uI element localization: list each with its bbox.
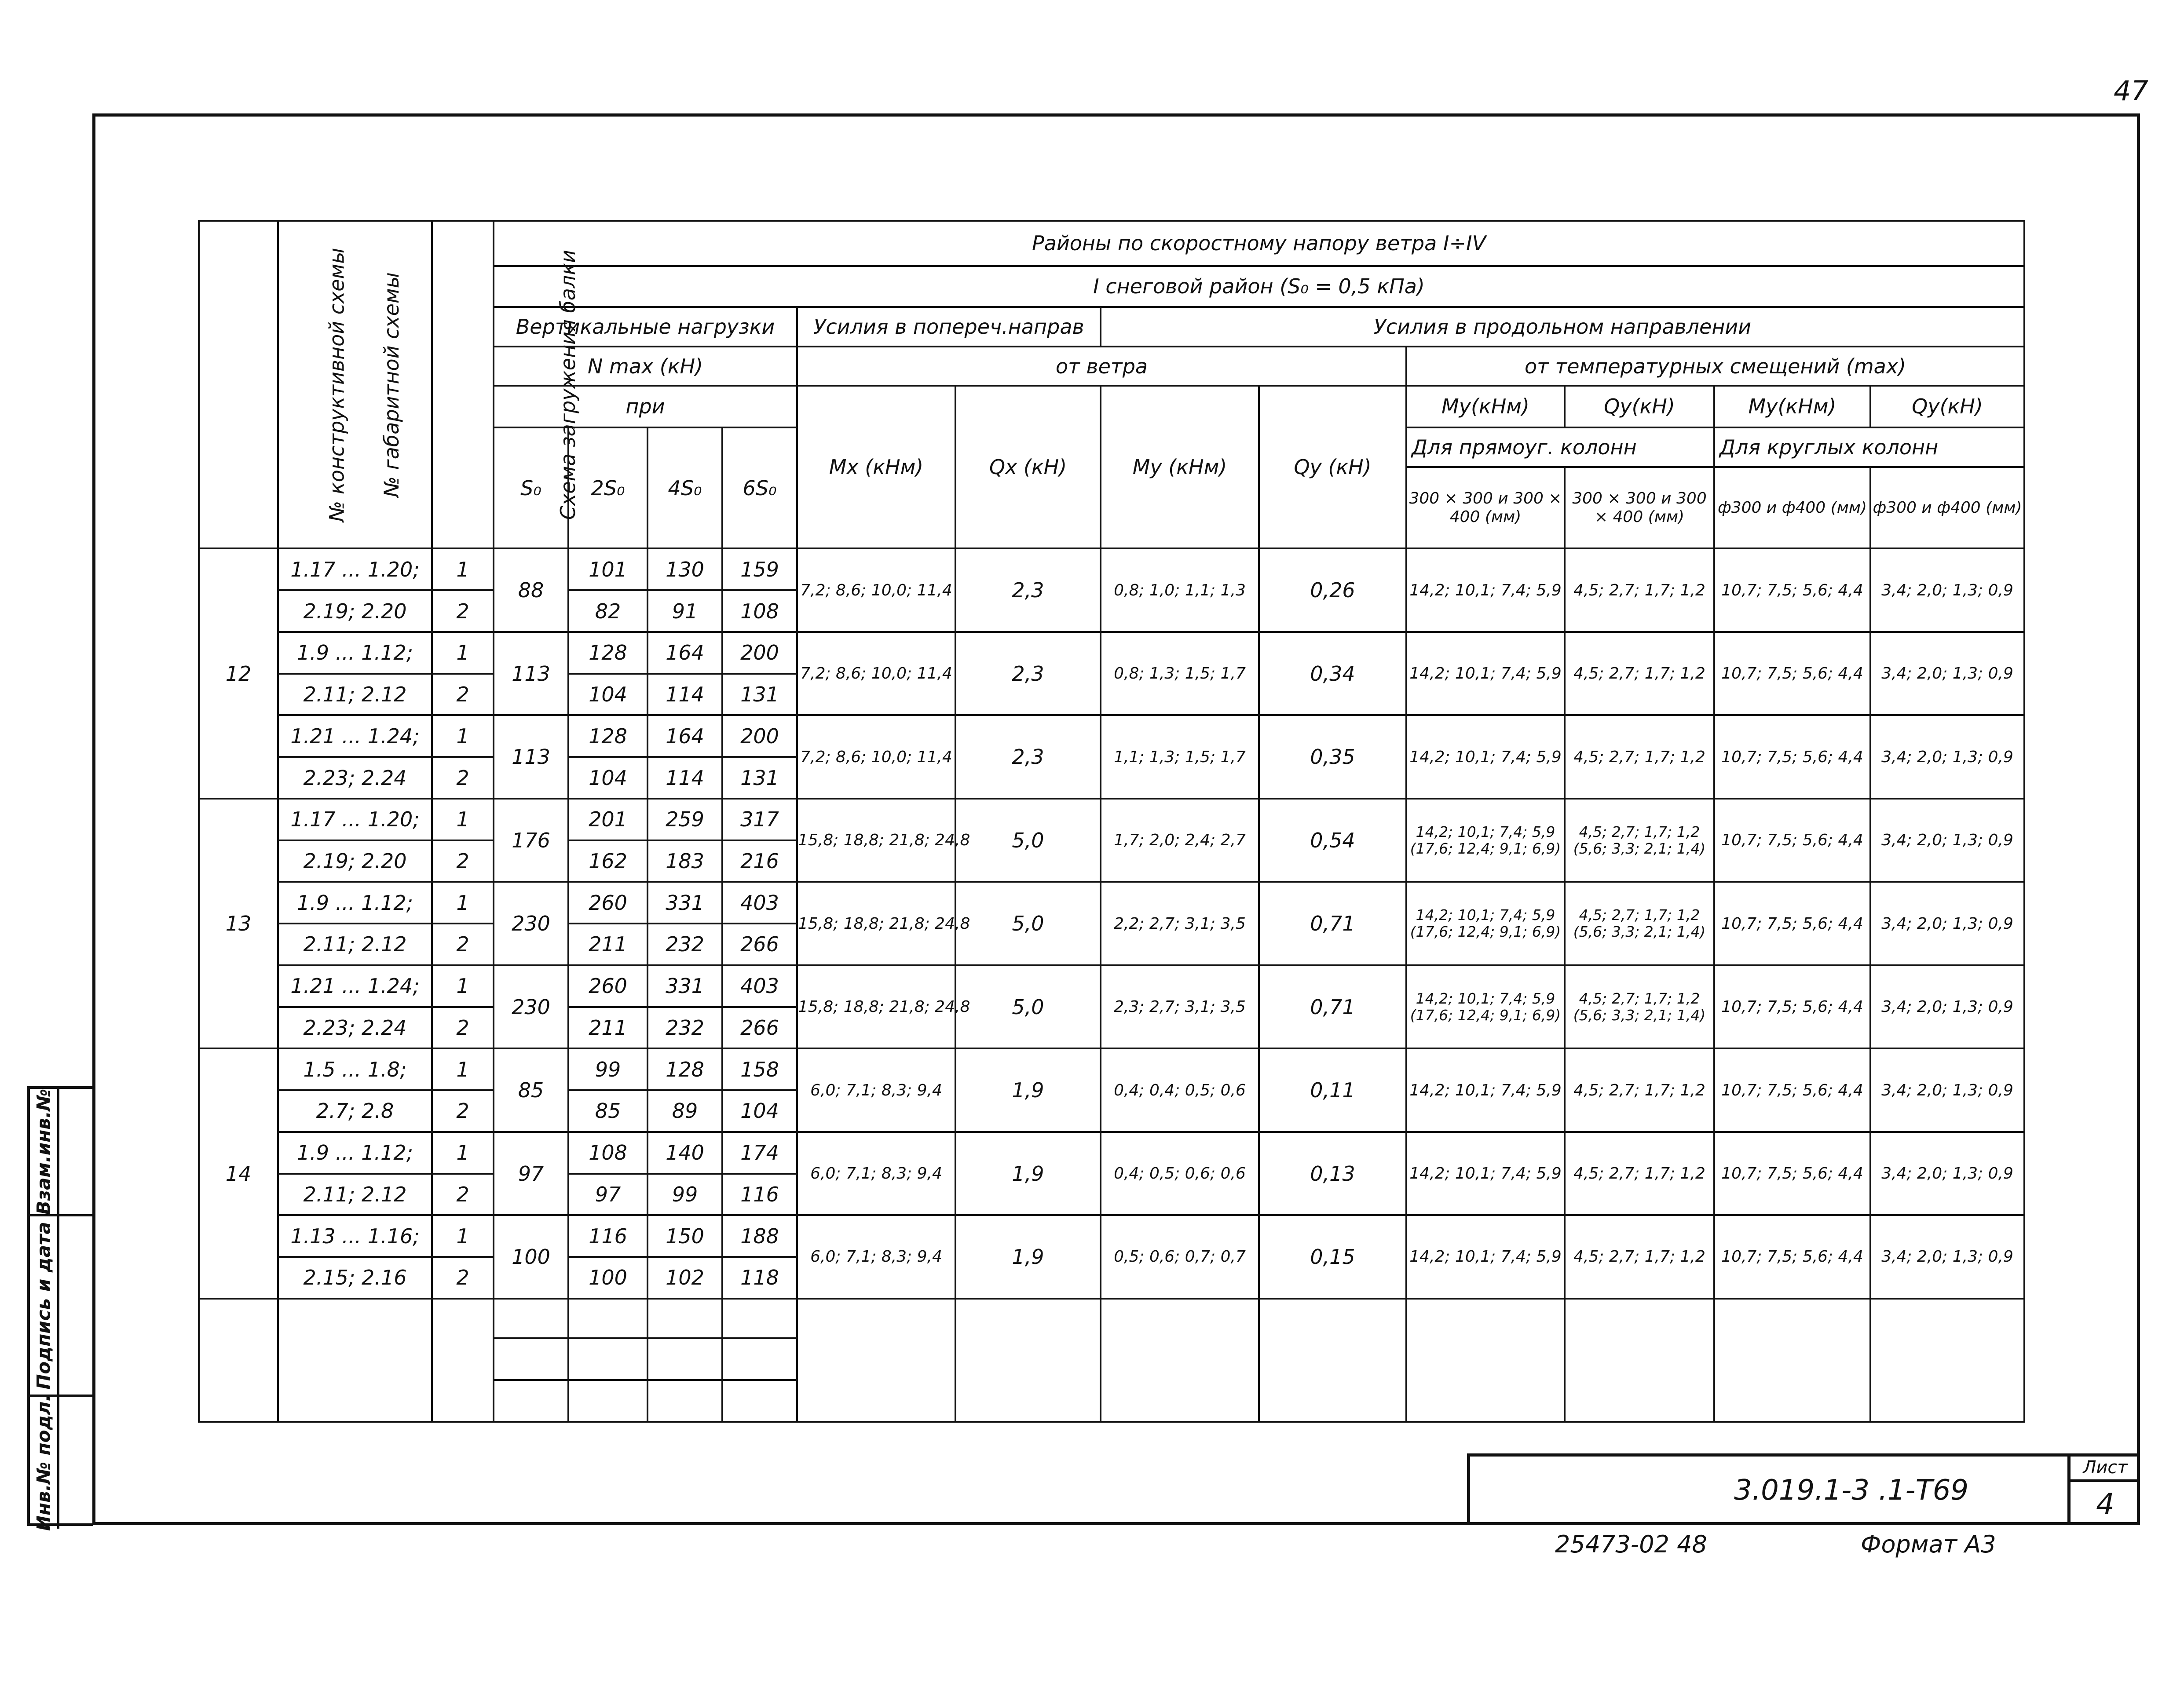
temp-my-round-cell: 10,7; 7,5; 5,6; 4,4 (1714, 799, 1870, 882)
header-transverse: Усилия в попереч.направ (797, 307, 1101, 347)
temp-my-rect-cell (1406, 965, 1565, 1048)
temp-my-round-cell: 10,7; 7,5; 5,6; 4,4 (1714, 882, 1870, 965)
qy-cell: 0,54 (1259, 799, 1406, 882)
nmax-6s0-cell: 403 (722, 965, 797, 1007)
temp-qy-rect-cell-value: 4,5; 2,7; 1,7; 1,2 (1579, 823, 1700, 840)
nmax-6s0-cell: 266 (722, 1007, 797, 1049)
nmax-4s0-cell: 259 (648, 799, 722, 840)
temp-qy-rect-cell-value: 4,5; 2,7; 1,7; 1,2 (1573, 748, 1705, 766)
nmax-6s0-cell: 159 (722, 548, 797, 590)
my-cell: 1,7; 2,0; 2,4; 2,7 (1101, 799, 1259, 882)
header-at: при (494, 386, 797, 427)
temp-qy-round-cell: 3,4; 2,0; 1,3; 0,9 (1870, 548, 2024, 632)
qy-cell: 0,26 (1259, 548, 1406, 632)
my-cell: 0,8; 1,3; 1,5; 1,7 (1101, 632, 1259, 715)
nmax-s0-cell: 100 (494, 1215, 568, 1298)
loading-scheme-cell: 2 (432, 1257, 494, 1299)
temp-qy-round-cell: 3,4; 2,0; 1,3; 0,9 (1870, 632, 2024, 715)
empty-cell (1101, 1299, 1259, 1422)
header-vertical-loads: Вертикальные нагрузки (494, 307, 797, 347)
sheet-label: Лист (2071, 1457, 2140, 1482)
temp-qy-round-cell: 3,4; 2,0; 1,3; 0,9 (1870, 715, 2024, 798)
table-row (199, 882, 2024, 924)
mx-cell: 6,0; 7,1; 8,3; 9,4 (797, 1132, 955, 1215)
nmax-2s0-cell: 128 (568, 632, 648, 674)
my-cell: 0,4; 0,4; 0,5; 0,6 (1101, 1048, 1259, 1132)
mx-cell: 15,8; 18,8; 21,8; 24,8 (797, 882, 955, 965)
loading-scheme-cell: 1 (432, 632, 494, 674)
nmax-4s0-cell: 164 (648, 632, 722, 674)
strip-cell-signature-date: Подпись и дата (30, 1216, 57, 1397)
nmax-6s0-cell: 108 (722, 590, 797, 632)
nmax-2s0-cell: 260 (568, 882, 648, 924)
gabarit-scheme-line2: 2.23; 2.24 (278, 757, 432, 799)
loading-scheme-cell: 2 (432, 1090, 494, 1132)
loading-scheme-cell: 1 (432, 715, 494, 757)
header-qy-rect: Qy(кН) (1565, 386, 1714, 427)
loading-scheme-cell: 1 (432, 1132, 494, 1174)
table-row (199, 1048, 2024, 1090)
nmax-2s0-cell: 101 (568, 548, 648, 590)
empty-cell (1714, 1299, 1870, 1422)
mx-cell: 15,8; 18,8; 21,8; 24,8 (797, 965, 955, 1048)
empty-cell (278, 1299, 432, 1422)
empty-cell (199, 1299, 278, 1422)
temp-qy-rect-cell (1565, 1048, 1714, 1132)
nmax-s0-cell: 88 (494, 548, 568, 632)
qy-cell: 0,71 (1259, 882, 1406, 965)
empty-cell (722, 1380, 797, 1422)
temp-my-rect-cell (1406, 1132, 1565, 1215)
qy-cell: 0,34 (1259, 632, 1406, 715)
temp-my-rect-cell-value: 14,2; 10,1; 7,4; 5,9 (1409, 581, 1562, 599)
header-my: My (кНм) (1101, 386, 1259, 549)
nmax-4s0-cell: 102 (648, 1257, 722, 1299)
mx-cell: 6,0; 7,1; 8,3; 9,4 (797, 1048, 955, 1132)
empty-cell (722, 1338, 797, 1380)
nmax-6s0-cell: 174 (722, 1132, 797, 1174)
gabarit-scheme-line2: 2.23; 2.24 (278, 1007, 432, 1049)
nmax-6s0-cell: 116 (722, 1174, 797, 1216)
nmax-4s0-cell: 232 (648, 1007, 722, 1049)
qy-cell: 0,15 (1259, 1215, 1406, 1298)
nmax-4s0-cell: 89 (648, 1090, 722, 1132)
gabarit-scheme-line1: 1.5 ... 1.8; (278, 1048, 432, 1090)
nmax-4s0-cell: 91 (648, 590, 722, 632)
temp-qy-rect-cell (1565, 632, 1714, 715)
nmax-6s0-cell: 188 (722, 1215, 797, 1257)
empty-cell (1259, 1299, 1406, 1422)
nmax-6s0-cell: 266 (722, 924, 797, 965)
nmax-2s0-cell: 211 (568, 1007, 648, 1049)
side-strip (27, 1086, 93, 1531)
my-cell: 0,8; 1,0; 1,1; 1,3 (1101, 548, 1259, 632)
empty-cell (1565, 1299, 1714, 1422)
format-label: Формат А3 (1861, 1530, 1996, 1558)
empty-row (199, 1299, 2024, 1339)
nmax-4s0-cell: 140 (648, 1132, 722, 1174)
nmax-4s0-cell: 128 (648, 1048, 722, 1090)
temp-qy-round-cell: 3,4; 2,0; 1,3; 0,9 (1870, 882, 2024, 965)
qy-cell: 0,35 (1259, 715, 1406, 798)
loading-scheme-cell: 1 (432, 965, 494, 1007)
header-mx: Mx (кНм) (797, 386, 955, 549)
strip-cell-replaced-inv: Взам.инв.№ (30, 1089, 57, 1216)
gabarit-scheme-line1: 1.9 ... 1.12; (278, 882, 432, 924)
table-row (199, 548, 2024, 590)
temp-qy-rect-cell (1565, 799, 1714, 882)
gabarit-scheme-line2: 2.7; 2.8 (278, 1090, 432, 1132)
nmax-2s0-cell: 104 (568, 674, 648, 716)
header-qy: Qy (кН) (1259, 386, 1406, 549)
temp-qy-rect-cell-value: 4,5; 2,7; 1,7; 1,2 (1573, 664, 1705, 683)
nmax-2s0-cell: 128 (568, 715, 648, 757)
empty-cell (797, 1299, 955, 1422)
temp-qy-rect-cell (1565, 965, 1714, 1048)
my-cell: 2,3; 2,7; 3,1; 3,5 (1101, 965, 1259, 1048)
temp-qy-rect-cell-value: 4,5; 2,7; 1,7; 1,2 (1573, 1248, 1705, 1266)
nmax-s0-cell: 85 (494, 1048, 568, 1132)
nmax-2s0-cell: 100 (568, 1257, 648, 1299)
gabarit-scheme-line1: 1.9 ... 1.12; (278, 1132, 432, 1174)
gabarit-scheme-line1: 1.21 ... 1.24; (278, 715, 432, 757)
nmax-s0-cell: 97 (494, 1132, 568, 1215)
qx-cell: 1,9 (955, 1215, 1101, 1298)
loading-scheme-cell: 1 (432, 799, 494, 840)
nmax-s0-cell: 230 (494, 882, 568, 965)
loads-table (198, 220, 2025, 1423)
my-cell: 0,5; 0,6; 0,7; 0,7 (1101, 1215, 1259, 1298)
temp-my-rect-cell (1406, 548, 1565, 632)
table-row (199, 715, 2024, 757)
empty-cell (955, 1299, 1101, 1422)
nmax-2s0-cell: 104 (568, 757, 648, 799)
temp-qy-rect-cell (1565, 1215, 1714, 1298)
temp-my-round-cell: 10,7; 7,5; 5,6; 4,4 (1714, 548, 1870, 632)
sheet-number: 4 (2096, 1487, 2114, 1521)
temp-qy-rect-cell-value-alt: (5,6; 3,3; 2,1; 1,4) (1573, 923, 1706, 941)
empty-cell (1406, 1299, 1565, 1422)
header-6s0: 6S₀ (722, 427, 797, 549)
inventory-number: 25473-02 48 (1555, 1530, 1707, 1558)
gabarit-scheme-line2: 2.11; 2.12 (278, 1174, 432, 1216)
header-my-rect: My(кНм) (1406, 386, 1565, 427)
strip-cell-original-inv: Инв.№ подл. (33, 1394, 55, 1531)
header-round-size-1: ф300 и ф400 (мм) (1714, 467, 1870, 548)
temp-my-rect-cell-value: 14,2; 10,1; 7,4; 5,9 (1409, 1165, 1562, 1183)
header-rect-cols: Для прямоуг. колонн (1406, 427, 1714, 467)
temp-qy-round-cell: 3,4; 2,0; 1,3; 0,9 (1870, 1048, 2024, 1132)
construct-scheme-cell: 12 (199, 548, 278, 798)
mx-cell: 6,0; 7,1; 8,3; 9,4 (797, 1215, 955, 1298)
temp-my-rect-cell-value-alt: (17,6; 12,4; 9,1; 6,9) (1410, 840, 1561, 857)
table-row (199, 1215, 2024, 1257)
empty-cell (494, 1299, 568, 1339)
temp-qy-rect-cell (1565, 715, 1714, 798)
header-qy-round: Qy(кН) (1870, 386, 2024, 427)
construct-scheme-cell: 14 (199, 1048, 278, 1298)
header-snow-district: I снеговой район (S₀ = 0,5 кПа) (494, 266, 2024, 307)
temp-my-rect-cell-value: 14,2; 10,1; 7,4; 5,9 (1409, 748, 1562, 766)
table-row (199, 632, 2024, 674)
temp-qy-rect-cell-value-alt: (5,6; 3,3; 2,1; 1,4) (1573, 1006, 1706, 1024)
temp-qy-rect-cell-value: 4,5; 2,7; 1,7; 1,2 (1579, 906, 1700, 924)
nmax-6s0-cell: 216 (722, 840, 797, 882)
qx-cell: 5,0 (955, 882, 1101, 965)
nmax-6s0-cell: 200 (722, 632, 797, 674)
temp-my-round-cell: 10,7; 7,5; 5,6; 4,4 (1714, 1215, 1870, 1298)
nmax-4s0-cell: 130 (648, 548, 722, 590)
temp-qy-round-cell: 3,4; 2,0; 1,3; 0,9 (1870, 1132, 2024, 1215)
loading-scheme-cell: 1 (432, 548, 494, 590)
empty-cell (568, 1299, 648, 1339)
header-rect-size-2: 300 × 300 и 300 × 400 (мм) (1565, 467, 1714, 548)
nmax-2s0-cell: 162 (568, 840, 648, 882)
loading-scheme-cell: 2 (432, 840, 494, 882)
empty-cell (1870, 1299, 2024, 1422)
nmax-6s0-cell: 317 (722, 799, 797, 840)
header-nmax: N max (кН) (494, 347, 797, 386)
header-longitudinal: Усилия в продольном направлении (1101, 307, 2024, 347)
temp-my-rect-cell (1406, 882, 1565, 965)
temp-my-rect-cell-value: 14,2; 10,1; 7,4; 5,9 (1416, 823, 1555, 840)
header-round-cols: Для круглых колонн (1714, 427, 2024, 467)
temp-qy-rect-cell-value: 4,5; 2,7; 1,7; 1,2 (1573, 1081, 1705, 1099)
header-qx: Qx (кН) (955, 386, 1101, 549)
nmax-2s0-cell: 82 (568, 590, 648, 632)
gabarit-scheme-line1: 1.9 ... 1.12; (278, 632, 432, 674)
strip-blank-1 (57, 1089, 95, 1216)
header-gabarit-scheme: № габаритной схемы (278, 221, 432, 548)
temp-my-rect-cell-value: 14,2; 10,1; 7,4; 5,9 (1416, 906, 1555, 924)
empty-cell (432, 1299, 494, 1422)
page-number: 47 (2114, 75, 2148, 107)
qx-cell: 2,3 (955, 548, 1101, 632)
qx-cell: 5,0 (955, 965, 1101, 1048)
nmax-s0-cell: 230 (494, 965, 568, 1048)
temp-qy-rect-cell (1565, 548, 1714, 632)
loading-scheme-cell: 2 (432, 590, 494, 632)
loading-scheme-cell: 2 (432, 924, 494, 965)
temp-my-rect-cell (1406, 1048, 1565, 1132)
gabarit-scheme-line2: 2.11; 2.12 (278, 924, 432, 965)
nmax-6s0-cell: 104 (722, 1090, 797, 1132)
nmax-s0-cell: 176 (494, 799, 568, 882)
empty-cell (494, 1380, 568, 1422)
header-s0: S₀ (494, 427, 568, 549)
mx-cell: 7,2; 8,6; 10,0; 11,4 (797, 632, 955, 715)
qy-cell: 0,13 (1259, 1132, 1406, 1215)
temp-my-round-cell: 10,7; 7,5; 5,6; 4,4 (1714, 965, 1870, 1048)
nmax-6s0-cell: 131 (722, 674, 797, 716)
header-from-wind: от ветра (797, 347, 1406, 386)
temp-qy-round-cell: 3,4; 2,0; 1,3; 0,9 (1870, 799, 2024, 882)
nmax-2s0-cell: 211 (568, 924, 648, 965)
loading-scheme-cell: 2 (432, 1174, 494, 1216)
table-row (199, 965, 2024, 1007)
nmax-4s0-cell: 183 (648, 840, 722, 882)
loading-scheme-cell: 2 (432, 757, 494, 799)
loading-scheme-cell: 2 (432, 674, 494, 716)
header-round-size-2: ф300 и ф400 (мм) (1870, 467, 2024, 548)
nmax-4s0-cell: 331 (648, 882, 722, 924)
empty-cell (568, 1338, 648, 1380)
temp-my-rect-cell-value: 14,2; 10,1; 7,4; 5,9 (1409, 1081, 1562, 1099)
temp-my-rect-cell (1406, 632, 1565, 715)
header-rect-size-1: 300 × 300 и 300 × 400 (мм) (1406, 467, 1565, 548)
strip-blank-3 (57, 1397, 95, 1529)
gabarit-scheme-line1: 1.21 ... 1.24; (278, 965, 432, 1007)
mx-cell: 7,2; 8,6; 10,0; 11,4 (797, 715, 955, 798)
nmax-4s0-cell: 114 (648, 674, 722, 716)
nmax-6s0-cell: 158 (722, 1048, 797, 1090)
temp-qy-rect-cell-value: 4,5; 2,7; 1,7; 1,2 (1573, 1165, 1705, 1183)
temp-qy-rect-cell-value: 4,5; 2,7; 1,7; 1,2 (1573, 581, 1705, 599)
empty-cell (568, 1380, 648, 1422)
nmax-4s0-cell: 331 (648, 965, 722, 1007)
nmax-2s0-cell: 99 (568, 1048, 648, 1090)
temp-my-rect-cell (1406, 1215, 1565, 1298)
nmax-s0-cell: 113 (494, 715, 568, 798)
gabarit-scheme-line2: 2.15; 2.16 (278, 1257, 432, 1299)
loading-scheme-cell: 1 (432, 882, 494, 924)
temp-qy-rect-cell-value-alt: (5,6; 3,3; 2,1; 1,4) (1573, 840, 1706, 857)
nmax-2s0-cell: 97 (568, 1174, 648, 1216)
document-code: 3.019.1-3 .1-Т69 (1734, 1474, 1969, 1507)
empty-cell (648, 1338, 722, 1380)
nmax-4s0-cell: 232 (648, 924, 722, 965)
qx-cell: 2,3 (955, 715, 1101, 798)
header-construct-scheme: № конструктивной схемы (199, 221, 278, 548)
empty-cell (648, 1299, 722, 1339)
title-block (1467, 1453, 2140, 1525)
temp-my-rect-cell-value-alt: (17,6; 12,4; 9,1; 6,9) (1410, 923, 1561, 941)
qx-cell: 1,9 (955, 1132, 1101, 1215)
mx-cell: 7,2; 8,6; 10,0; 11,4 (797, 548, 955, 632)
nmax-2s0-cell: 201 (568, 799, 648, 840)
loading-scheme-cell: 2 (432, 1007, 494, 1049)
temp-my-rect-cell (1406, 715, 1565, 798)
empty-cell (648, 1380, 722, 1422)
temp-my-round-cell: 10,7; 7,5; 5,6; 4,4 (1714, 632, 1870, 715)
nmax-6s0-cell: 118 (722, 1257, 797, 1299)
header-wind-districts: Районы по скоростному напору ветра I÷IV (494, 221, 2024, 266)
nmax-2s0-cell: 108 (568, 1132, 648, 1174)
temp-qy-round-cell: 3,4; 2,0; 1,3; 0,9 (1870, 1215, 2024, 1298)
header-loading-scheme: Схема загружения балки (432, 221, 494, 548)
header-2s0: 2S₀ (568, 427, 648, 549)
gabarit-scheme-line2: 2.19; 2.20 (278, 590, 432, 632)
my-cell: 0,4; 0,5; 0,6; 0,6 (1101, 1132, 1259, 1215)
loading-scheme-cell: 1 (432, 1215, 494, 1257)
temp-my-rect-cell-value: 14,2; 10,1; 7,4; 5,9 (1409, 664, 1562, 683)
table-row (199, 1132, 2024, 1174)
temp-my-round-cell: 10,7; 7,5; 5,6; 4,4 (1714, 715, 1870, 798)
nmax-4s0-cell: 150 (648, 1215, 722, 1257)
temp-my-rect-cell-value: 14,2; 10,1; 7,4; 5,9 (1409, 1248, 1562, 1266)
nmax-6s0-cell: 200 (722, 715, 797, 757)
gabarit-scheme-line1: 1.17 ... 1.20; (278, 799, 432, 840)
temp-my-round-cell: 10,7; 7,5; 5,6; 4,4 (1714, 1132, 1870, 1215)
empty-cell (722, 1299, 797, 1339)
temp-qy-rect-cell (1565, 882, 1714, 965)
temp-qy-rect-cell (1565, 1132, 1714, 1215)
qx-cell: 2,3 (955, 632, 1101, 715)
gabarit-scheme-line2: 2.11; 2.12 (278, 674, 432, 716)
gabarit-scheme-line1: 1.13 ... 1.16; (278, 1215, 432, 1257)
nmax-2s0-cell: 85 (568, 1090, 648, 1132)
header-4s0: 4S₀ (648, 427, 722, 549)
temp-my-round-cell: 10,7; 7,5; 5,6; 4,4 (1714, 1048, 1870, 1132)
temp-qy-rect-cell-value: 4,5; 2,7; 1,7; 1,2 (1579, 989, 1700, 1007)
my-cell: 2,2; 2,7; 3,1; 3,5 (1101, 882, 1259, 965)
empty-cell (494, 1338, 568, 1380)
nmax-2s0-cell: 260 (568, 965, 648, 1007)
temp-my-rect-cell-value: 14,2; 10,1; 7,4; 5,9 (1416, 989, 1555, 1007)
loading-scheme-cell: 1 (432, 1048, 494, 1090)
strip-blank-2 (57, 1216, 95, 1397)
my-cell: 1,1; 1,3; 1,5; 1,7 (1101, 715, 1259, 798)
table-row (199, 799, 2024, 840)
qy-cell: 0,71 (1259, 965, 1406, 1048)
header-from-temp: от температурных смещений (max) (1406, 347, 2024, 386)
sheet-box (2067, 1457, 2140, 1525)
nmax-4s0-cell: 164 (648, 715, 722, 757)
gabarit-scheme-line1: 1.17 ... 1.20; (278, 548, 432, 590)
temp-my-rect-cell-value-alt: (17,6; 12,4; 9,1; 6,9) (1410, 1006, 1561, 1024)
temp-qy-round-cell: 3,4; 2,0; 1,3; 0,9 (1870, 965, 2024, 1048)
header-my-round: My(кНм) (1714, 386, 1870, 427)
gabarit-scheme-line2: 2.19; 2.20 (278, 840, 432, 882)
nmax-4s0-cell: 99 (648, 1174, 722, 1216)
nmax-2s0-cell: 116 (568, 1215, 648, 1257)
nmax-6s0-cell: 131 (722, 757, 797, 799)
temp-my-rect-cell (1406, 799, 1565, 882)
qx-cell: 5,0 (955, 799, 1101, 882)
nmax-4s0-cell: 114 (648, 757, 722, 799)
nmax-6s0-cell: 403 (722, 882, 797, 924)
construct-scheme-cell: 13 (199, 799, 278, 1048)
mx-cell: 15,8; 18,8; 21,8; 24,8 (797, 799, 955, 882)
nmax-s0-cell: 113 (494, 632, 568, 715)
qx-cell: 1,9 (955, 1048, 1101, 1132)
qy-cell: 0,11 (1259, 1048, 1406, 1132)
